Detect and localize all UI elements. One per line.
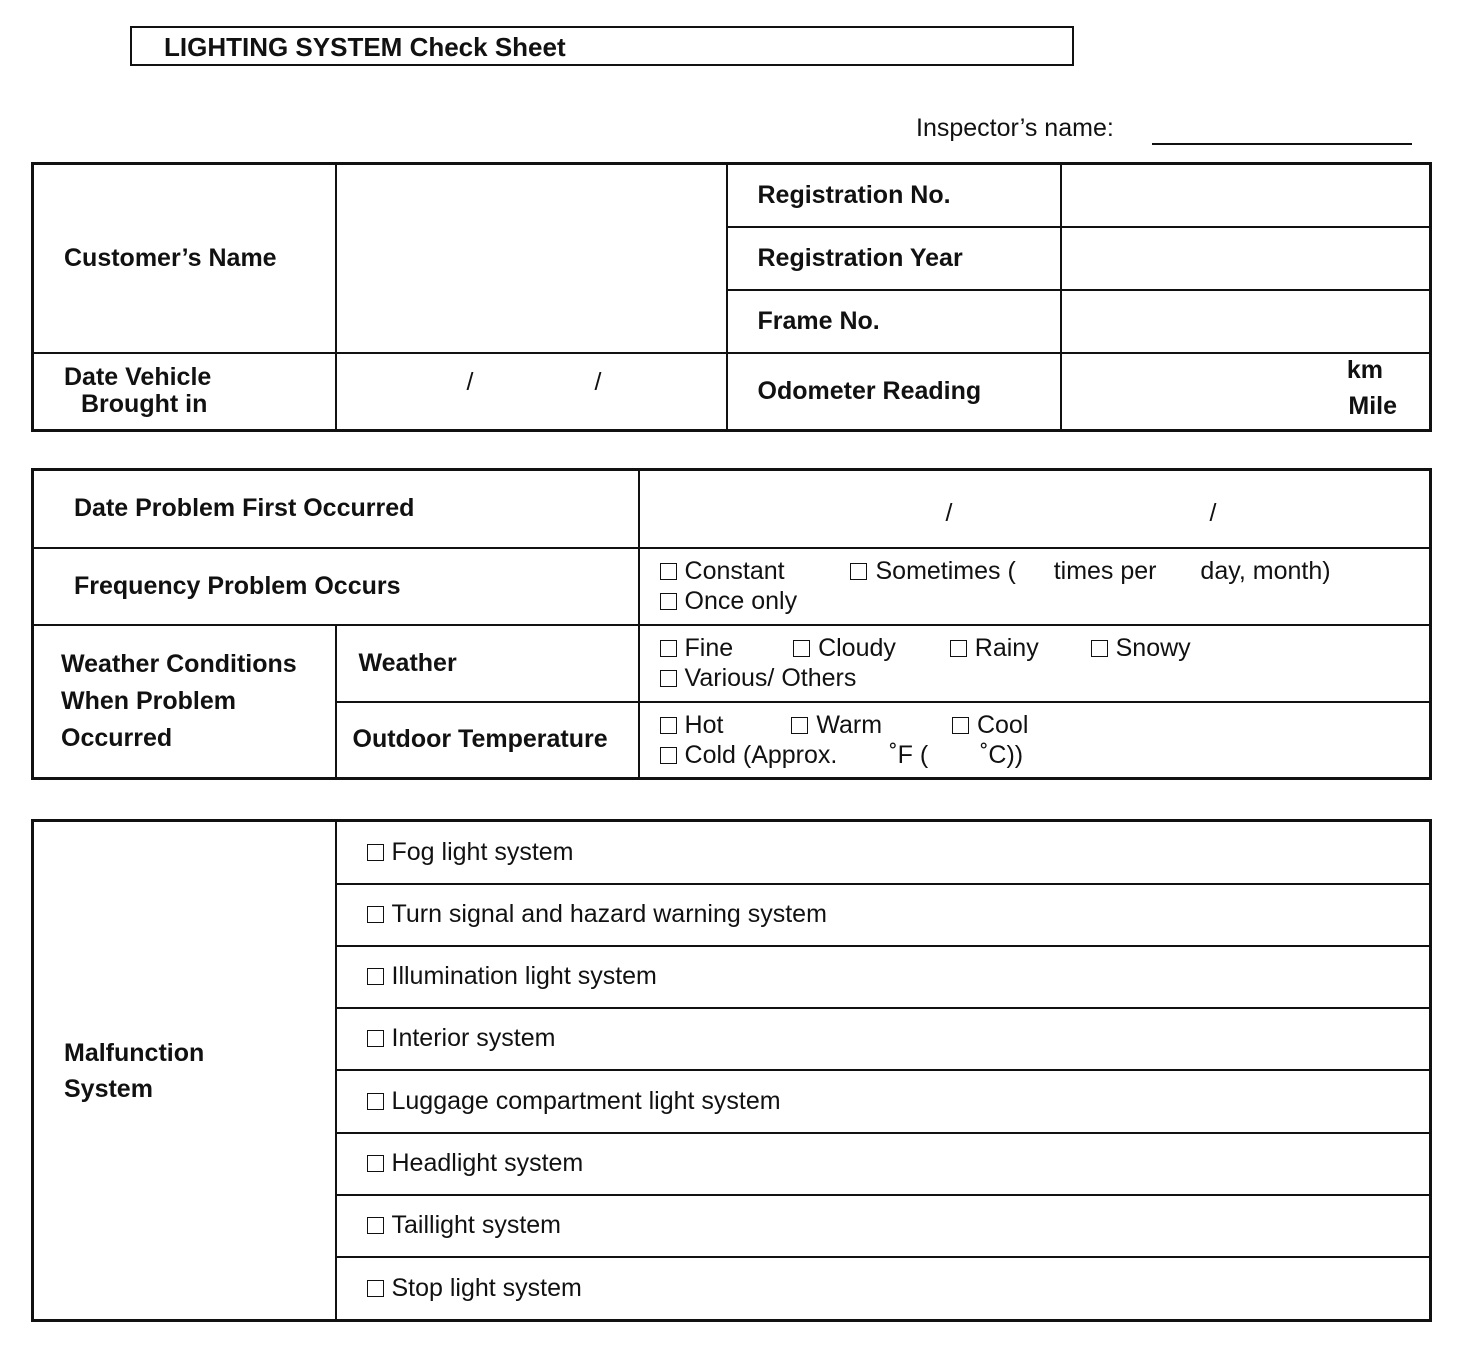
checkbox-icon[interactable]	[367, 906, 384, 923]
inspector-name-field[interactable]	[1152, 143, 1412, 145]
frequency-label: Frequency Problem Occurs	[33, 548, 639, 625]
date-separator-1: /	[466, 367, 474, 396]
weather-label: Weather	[336, 625, 639, 702]
frequency-sometimes-option[interactable]: Sometimes (	[850, 557, 1015, 585]
registration-year-label: Registration Year	[727, 227, 1061, 290]
vehicle-info-table	[31, 162, 1432, 432]
frequency-once-only-option[interactable]: Once only	[660, 587, 798, 615]
unit-km: km	[1346, 355, 1383, 384]
weather-fine-option[interactable]: Fine	[660, 634, 734, 662]
weather-rainy-option[interactable]: Rainy	[950, 634, 1039, 662]
weather-options	[639, 625, 1431, 702]
sheet-title: LIGHTING SYSTEM Check Sheet	[164, 32, 566, 62]
checkbox-icon[interactable]	[660, 593, 677, 610]
date-separator-2: /	[594, 367, 602, 396]
date-first-separator-2: /	[1209, 499, 1217, 527]
temperature-options	[639, 702, 1431, 779]
frequency-constant-option[interactable]: Constant	[660, 557, 785, 585]
date-brought-label: Date Vehicle Brought in	[33, 353, 336, 431]
system-item-taillight[interactable]: Taillight system	[336, 1195, 1431, 1257]
checkbox-icon[interactable]	[367, 1280, 384, 1297]
title-box	[130, 26, 1074, 66]
checkbox-icon[interactable]	[367, 1217, 384, 1234]
checkbox-icon[interactable]	[660, 640, 677, 657]
weather-snowy-option[interactable]: Snowy	[1091, 634, 1191, 662]
checkbox-icon[interactable]	[367, 1030, 384, 1047]
frame-no-label: Frame No.	[727, 290, 1061, 353]
inspector-label: Inspector’s name:	[916, 114, 1114, 142]
checkbox-icon[interactable]	[367, 1155, 384, 1172]
weather-cloudy-option[interactable]: Cloudy	[793, 634, 896, 662]
checkbox-icon[interactable]	[793, 640, 810, 657]
checkbox-icon[interactable]	[367, 968, 384, 985]
frequency-day-month: day, month)	[1200, 557, 1331, 585]
registration-no-field[interactable]	[1061, 164, 1431, 227]
customer-name-label: Customer’s Name	[33, 164, 336, 353]
temperature-hot-option[interactable]: Hot	[660, 711, 724, 739]
checkbox-icon[interactable]	[952, 717, 969, 734]
date-first-occurred-label: Date Problem First Occurred	[33, 470, 639, 548]
malfunction-system-label: Malfunction System	[33, 821, 336, 1321]
temperature-cool-option[interactable]: Cool	[952, 711, 1028, 739]
checkbox-icon[interactable]	[1091, 640, 1108, 657]
temperature-cold-option[interactable]: Cold (Approx.	[660, 741, 838, 769]
checkbox-icon[interactable]	[367, 1093, 384, 1110]
checkbox-icon[interactable]	[660, 717, 677, 734]
outdoor-temperature-label: Outdoor Temperature	[336, 702, 639, 779]
odometer-label: Odometer Reading	[727, 353, 1061, 431]
temperature-deg-f: ˚F (	[889, 740, 929, 769]
temperature-deg-c: ˚C))	[980, 740, 1024, 769]
frame-no-field[interactable]	[1061, 290, 1431, 353]
checkbox-icon[interactable]	[850, 563, 867, 580]
system-item-turn-signal[interactable]: Turn signal and hazard warning system	[336, 884, 1431, 946]
checkbox-icon[interactable]	[950, 640, 967, 657]
checkbox-icon[interactable]	[660, 747, 677, 764]
system-item-interior[interactable]: Interior system	[336, 1008, 1431, 1070]
odometer-field[interactable]	[1061, 353, 1431, 431]
malfunction-system-table	[31, 819, 1432, 1322]
checkbox-icon[interactable]	[660, 670, 677, 687]
system-item-illumination-light[interactable]: Illumination light system	[336, 946, 1431, 1008]
system-item-headlight[interactable]: Headlight system	[336, 1133, 1431, 1195]
date-first-occurred-field[interactable]	[639, 470, 1431, 548]
frequency-times-per: times per	[1053, 557, 1157, 585]
unit-mile: Mile	[1348, 391, 1397, 420]
temperature-warm-option[interactable]: Warm	[791, 711, 882, 739]
system-item-luggage-compartment-light[interactable]: Luggage compartment light system	[336, 1070, 1431, 1133]
checkbox-icon[interactable]	[367, 844, 384, 861]
checkbox-icon[interactable]	[660, 563, 677, 580]
frequency-options	[639, 548, 1431, 625]
date-first-separator-1: /	[945, 499, 953, 527]
weather-various-option[interactable]: Various/ Others	[660, 664, 857, 692]
registration-no-label: Registration No.	[727, 164, 1061, 227]
system-item-fog-light[interactable]: Fog light system	[336, 821, 1431, 884]
registration-year-field[interactable]	[1061, 227, 1431, 290]
problem-info-table	[31, 468, 1432, 780]
checkbox-icon[interactable]	[791, 717, 808, 734]
system-item-stop-light[interactable]: Stop light system	[336, 1257, 1431, 1321]
weather-conditions-label: Weather Conditions When Problem Occurred	[33, 625, 336, 779]
date-brought-field[interactable]	[336, 353, 727, 431]
customer-name-field[interactable]	[336, 164, 727, 353]
